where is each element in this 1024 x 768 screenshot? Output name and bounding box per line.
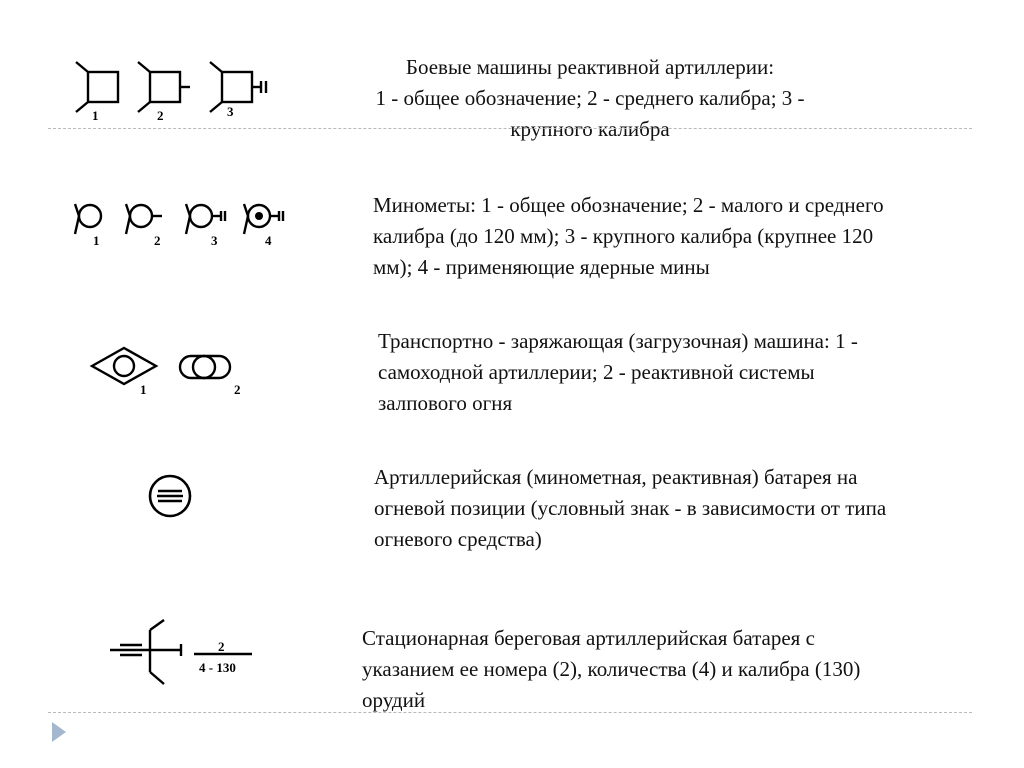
symbol-label: 2 xyxy=(154,233,161,248)
play-arrow-icon[interactable] xyxy=(52,722,66,742)
text-line: орудий xyxy=(362,688,426,712)
symbol-label: 4 - 130 xyxy=(199,660,236,675)
symbol-label: 1 xyxy=(93,233,100,248)
symbol-label: 2 xyxy=(234,382,241,397)
mortar-symbols xyxy=(70,192,300,252)
symbol-label: 3 xyxy=(211,233,218,248)
text-line: указанием ее номера (2), количества (4) и калибра (130) xyxy=(362,657,861,681)
text-line: Транспортно - заряжающая (загрузочная) машина: 1 - xyxy=(378,329,858,353)
symbol-label: 3 xyxy=(227,104,234,119)
symbol-label: 1 xyxy=(140,382,147,397)
battery-position-description xyxy=(374,462,886,555)
symbol-label: 2 xyxy=(157,108,164,123)
symbol-label: 4 xyxy=(265,233,272,248)
symbol-label: 2 xyxy=(218,639,225,654)
text-line: огневого средства) xyxy=(374,527,542,551)
text-line: Боевые машины реактивной артиллерии: xyxy=(405,55,775,79)
text-line: самоходной артиллерии; 2 - реактивной системы xyxy=(378,360,815,384)
rocket-artillery-description xyxy=(360,52,820,145)
text-line: залпового огня xyxy=(378,391,513,415)
text-line: Минометы: 1 - общее обозначение; 2 - малого и среднего xyxy=(373,193,884,217)
text-line: огневой позиции (условный знак - в зависимости от типа xyxy=(374,496,887,520)
separator-line xyxy=(48,128,972,129)
text-line: 1 - общее обозначение; 2 - среднего калибра; 3 - xyxy=(375,86,805,110)
text-line: Стационарная береговая артиллерийская батарея с xyxy=(362,626,815,650)
text-line: крупного калибра xyxy=(510,117,670,141)
rocket-artillery-symbols xyxy=(70,58,290,128)
coastal-battery-description xyxy=(362,623,860,716)
coastal-battery-symbol xyxy=(106,616,266,692)
text-line: Артиллерийская (минометная, реактивная) батарея на xyxy=(374,465,858,489)
separator-line xyxy=(48,712,972,713)
transport-loader-symbols xyxy=(86,344,256,400)
mortar-description xyxy=(373,190,884,283)
symbol-label: 1 xyxy=(92,108,99,123)
battery-position-symbol xyxy=(146,472,194,520)
text-line: мм); 4 - применяющие ядерные мины xyxy=(373,255,710,279)
transport-loader-description xyxy=(378,326,858,419)
text-line: калибра (до 120 мм); 3 - крупного калибра (крупнее 120 xyxy=(373,224,874,248)
